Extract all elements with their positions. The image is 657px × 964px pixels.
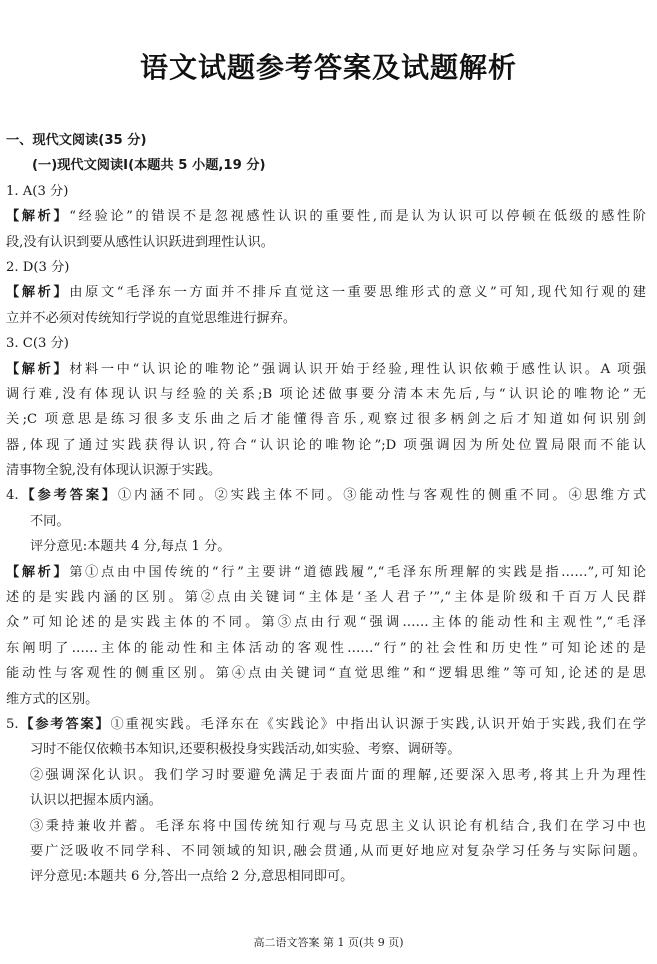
q5-answer-line: 要广泛吸收不同学科、不同领域的知识,融会贯通,从而更好地应对复杂学习任务与实际问题。 <box>30 843 646 859</box>
q5-answer-line: ②强调深化认识。我们学习时要避免满足于表面片面的理解,还要深入思考,将其上升为理性 <box>30 767 646 783</box>
q3-analysis-line: 调行难,没有体现认识与经验的关系;B 项论述做事要分清本末先后,与“认识论的唯物论”无 <box>6 386 646 402</box>
section-heading: 一、现代文阅读(35 分) <box>6 133 147 148</box>
q4-analysis-line: 维方式的区别。 <box>6 691 99 707</box>
q3-analysis-line: 清事物全貌,没有体现认识源于实践。 <box>6 463 222 479</box>
analysis-tag: 【解析】 <box>6 361 70 377</box>
q5-answer-line: 习时不能仅依赖书本知识,还要积极投身实践活动,如实验、考察、调研等。 <box>30 742 461 758</box>
analysis-tag: 【解析】 <box>6 209 70 225</box>
q4-analysis-line: 能动性与客观性的侧重区别。第④点由关键词“直觉思维”和“逻辑思维”等可知,论述的是思 <box>6 666 646 682</box>
q2-analysis-line: 立并不必须对传统知行学说的直觉思维进行摒弃。 <box>6 310 297 326</box>
q4-analysis-line: 东阐明了……主体的能动性和主体活动的客观性……“行”的社会性和历史性”可知论述的是 <box>6 640 646 656</box>
subsection-heading: (一)现代文阅读Ⅰ(本题共 5 小题,19 分) <box>32 158 266 174</box>
q3-analysis-line: 关;C 项意思是练习很多支乐曲之后才能懂得音乐,观察过很多柄剑之后才知道如何识别剑 <box>6 412 646 428</box>
q1-answer: 1. A(3 分) <box>6 183 69 199</box>
analysis-tag: 【解析】 <box>6 564 70 580</box>
q3-analysis-line: 【解析】材料一中“认识论的唯物论”强调认识开始于经验,理性认识依赖于感性认识。A 项强 <box>6 361 646 377</box>
q3-analysis-line: 器,体现了通过实践获得认识,符合“认识论的唯物论”;D 项强调因为所处位置局限而不能认 <box>6 437 646 453</box>
page-title: 语文试题参考答案及试题解析 <box>139 51 517 84</box>
q4-score-note: 评分意见:本题共 4 分,每点 1 分。 <box>30 539 231 555</box>
page-content <box>6 128 646 890</box>
q5-answer-line: ③秉持兼收并蓄。毛泽东将中国传统知行观与马克思主义认识论有机结合,我们在学习中也 <box>30 818 646 834</box>
reference-answer-tag: 【参考答案】 <box>18 716 111 732</box>
q1-analysis-line: 段,没有认识到要从感性认识跃进到理性认识。 <box>6 234 274 250</box>
page-footer: 高二语文答案 第 1 页(共 9 页) <box>253 936 404 949</box>
q5-answer-line: 认识以把握本质内涵。 <box>30 793 162 809</box>
reference-answer-tag: 【参考答案】 <box>18 488 119 504</box>
q4-answer-line: 不同。 <box>30 513 70 529</box>
analysis-tag: 【解析】 <box>6 285 70 301</box>
q3-answer: 3. C(3 分) <box>6 336 69 352</box>
q1-analysis-line: 【解析】“经验论”的错误不是忽视感性认识的重要性,而是认为认识可以停顿在低级的感性阶 <box>6 209 646 225</box>
q2-analysis-line: 【解析】由原文“毛泽东一方面并不排斥直觉这一重要思维形式的意义”可知,现代知行观的建 <box>6 285 646 301</box>
q5-answer-line: 5.【参考答案】①重视实践。毛泽东在《实践论》中指出认识源于实践,认识开始于实践,我们在学 <box>6 716 646 732</box>
q4-answer-line: 4.【参考答案】①内涵不同。②实践主体不同。③能动性与客观性的侧重不同。④思维方式 <box>6 488 646 504</box>
q4-analysis-line: 述的是实践内涵的区别。第②点由关键词“主体是‘圣人君子’”,“主体是阶级和千百万人民群 <box>6 590 646 606</box>
q2-answer: 2. D(3 分) <box>6 259 70 275</box>
q4-analysis-line: 众”可知论述的是实践主体的不同。第③点由行观“强调……主体的能动性和主观性”,“毛泽 <box>6 615 646 631</box>
q5-score-note: 评分意见:本题共 6 分,答出一点给 2 分,意思相同即可。 <box>30 869 354 885</box>
q4-analysis-line: 【解析】第①点由中国传统的“行”主要讲“道德践履”,“毛泽东所理解的实践是指……”,可知论 <box>6 564 646 580</box>
